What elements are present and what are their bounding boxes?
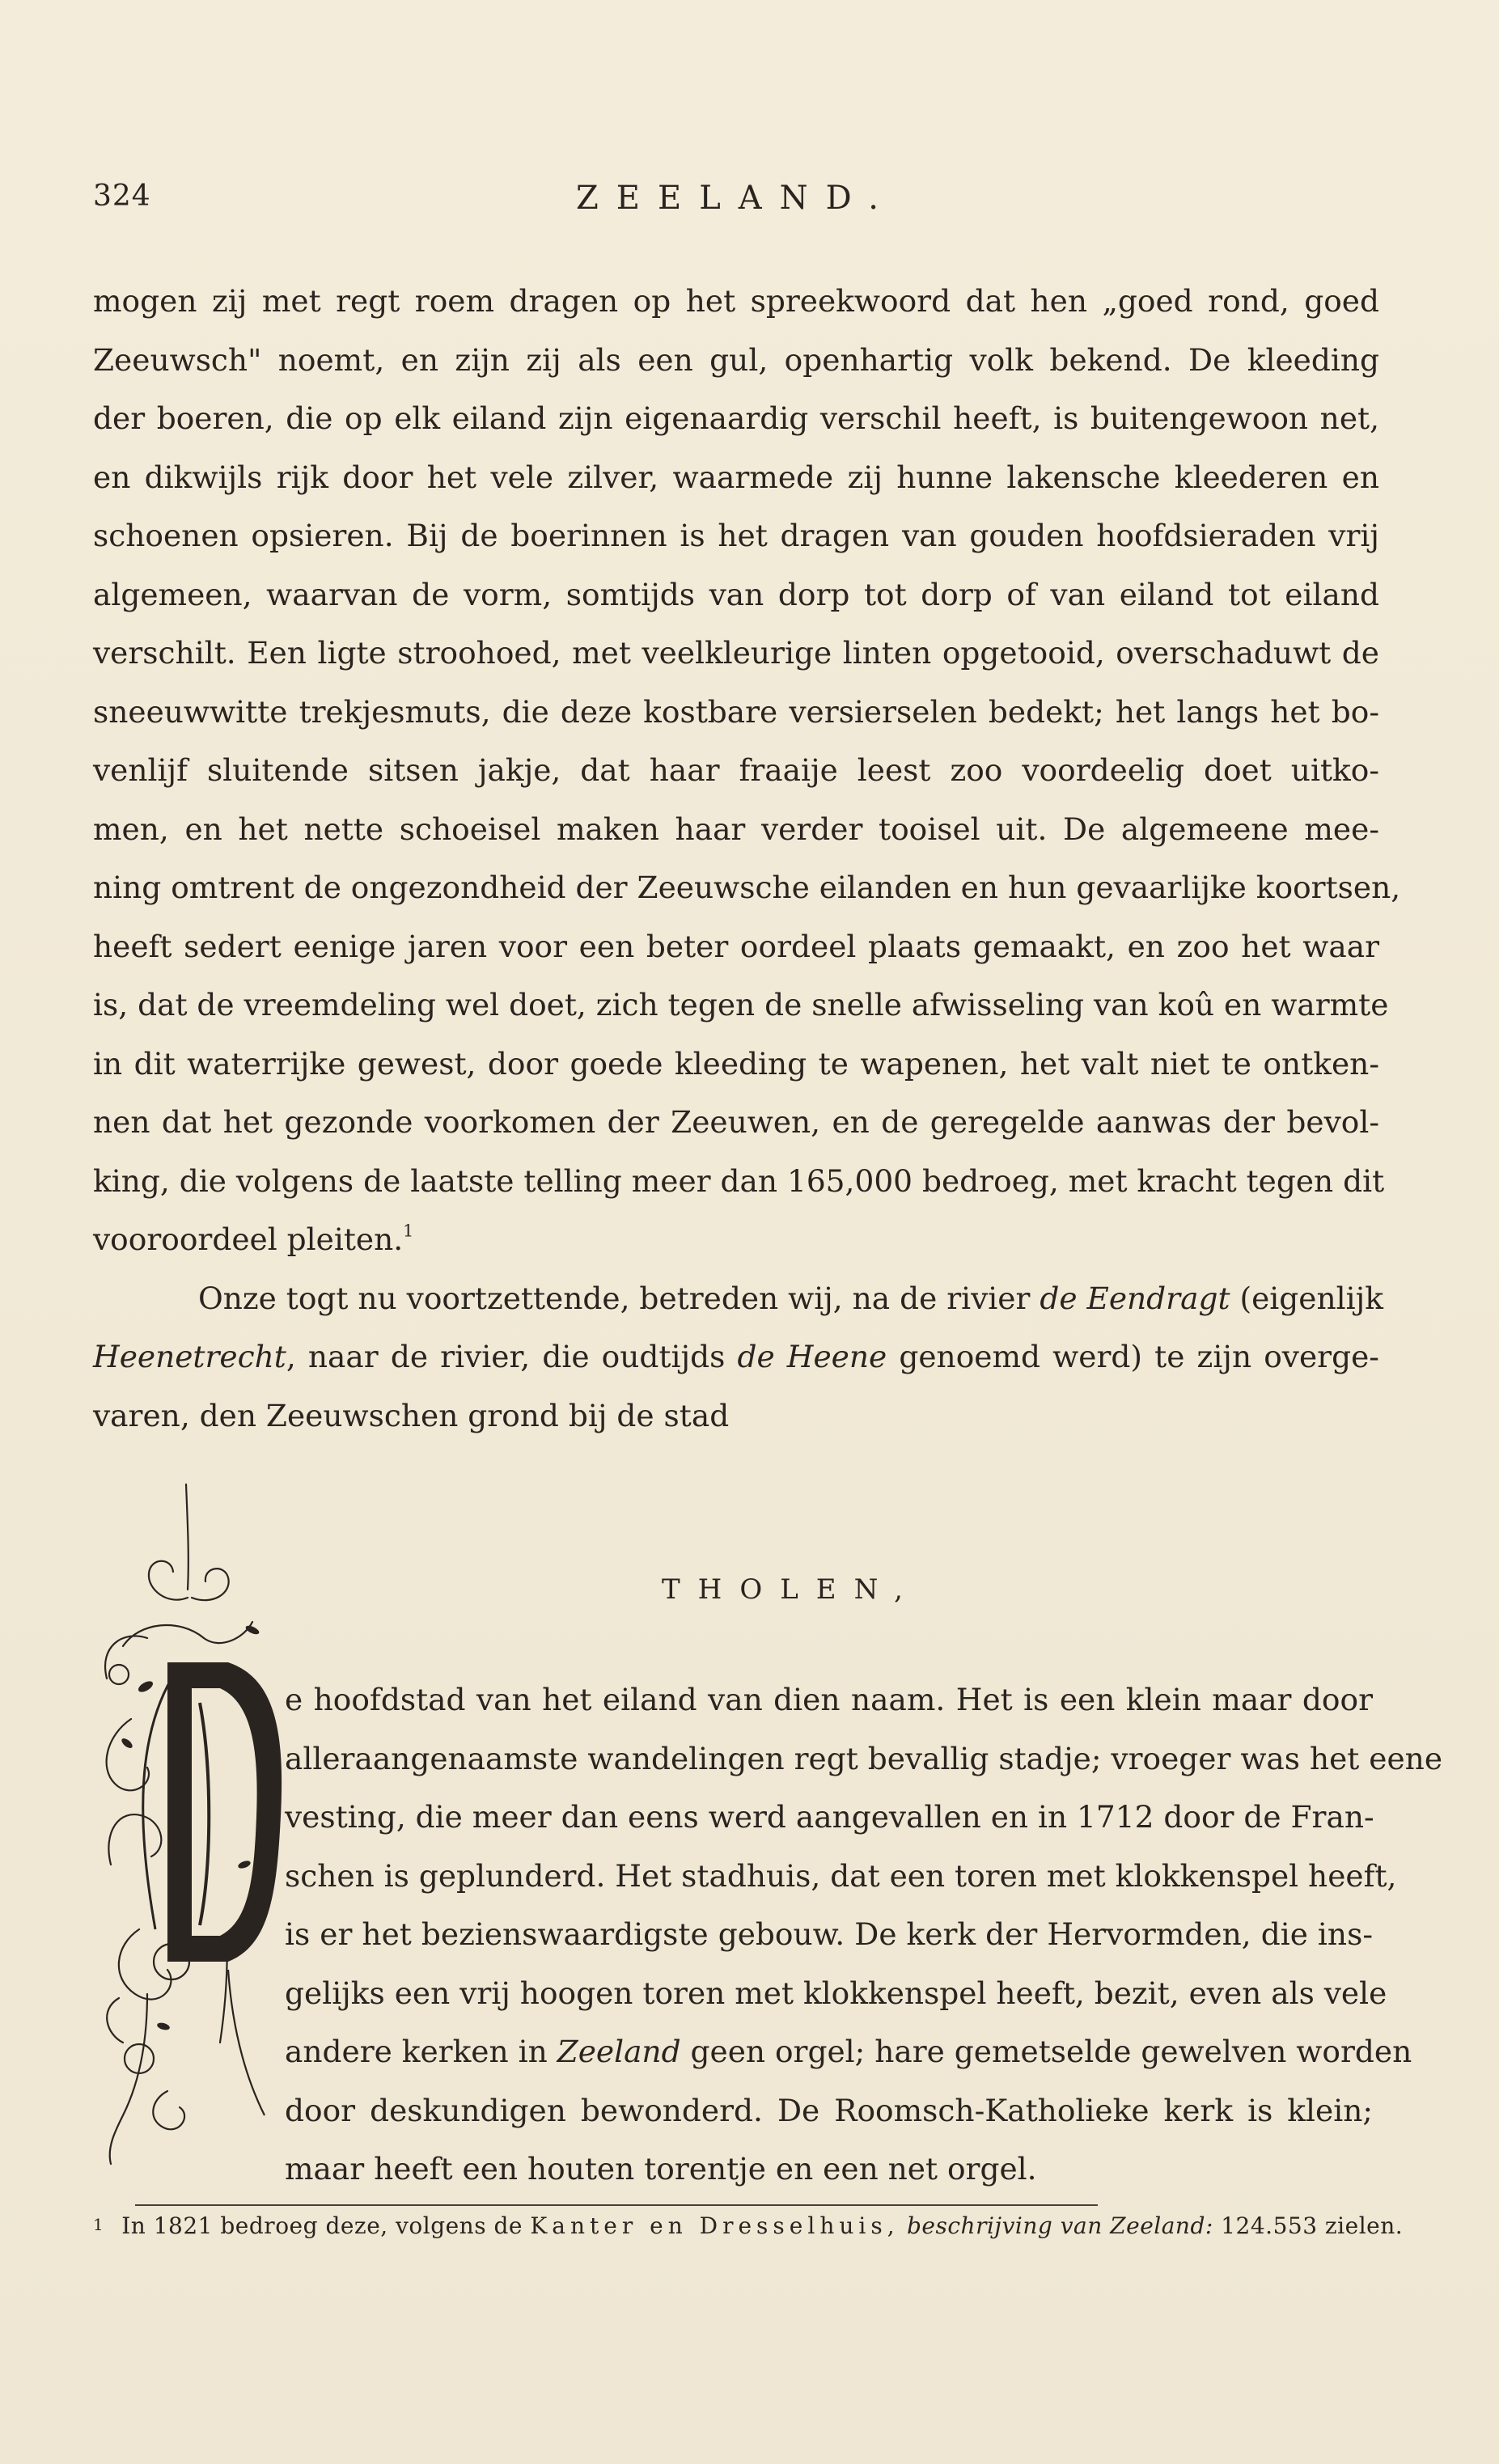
footnote-reference[interactable]: 1 [403, 1221, 414, 1241]
text-line: algemeen, waarvan de vorm, somtijds van dorp tot dorp of van eiland tot eiland [93, 576, 1379, 612]
text-fragment: genoemd werd) te zijn overge- [887, 1339, 1379, 1374]
text-line: verschilt. Een ligte stroohoed, met veelkleurige linten opgetooid, overschaduwt de [93, 635, 1379, 671]
river-name-italic: Heenetrecht [93, 1339, 286, 1374]
text-line: alleraangenaamste wandelingen regt bevallig stadje; vroeger was het eene [285, 1740, 1443, 1776]
text-line: door deskundigen bewonderd. De Roomsch-Katholieke kerk is klein; [285, 2092, 1373, 2128]
text-line: varen, den Zeeuwschen grond bij de stad [93, 1397, 730, 1433]
text-line [93, 1327, 1379, 1387]
text-fragment: geen orgel; hare gemetselde gewelven worden [680, 2034, 1412, 2069]
page-number: 324 [93, 180, 151, 213]
text-line: schen is geplunderd. Het stadhuis, dat een toren met klokkenspel heeft, [285, 1857, 1397, 1894]
text-line: nen dat het gezonde voorkomen der Zeeuwen, en de geregelde aanwas der bevol- [93, 1104, 1379, 1140]
text-line: maar heeft een houten torentje en een net orgel. [285, 2151, 1037, 2187]
place-name-italic: Zeeland [557, 2034, 681, 2069]
text-line: Zeeuwsch" noemt, en zijn zij als een gul, openhartig volk bekend. De kleeding [93, 341, 1379, 378]
text-fragment: , naar de rivier, die oudtijds [286, 1339, 738, 1374]
text-fragment: Onze togt nu voortzettende, betreden wij, na de rivier [198, 1280, 1040, 1316]
text-line: in dit waterrijke gewest, door goede kleeding te wapenen, het valt niet te ontken- [93, 1045, 1379, 1082]
text-line: schoenen opsieren. Bij de boerinnen is het dragen van gouden hoofdsieraden vrij [93, 518, 1379, 553]
text-line: ning omtrent de ongezondheid der Zeeuwsche eilanden en hun gevaarlijke koortsen, [93, 870, 1401, 905]
text-line: mogen zij met regt roem dragen op het spreekwoord dat hen „goed rond, goed [93, 283, 1379, 319]
text-line: venlijf sluitende sitsen jakje, dat haar fraaije leest zoo voordeelig doet uitko- [93, 752, 1379, 788]
text-fragment: (eigenlijk [1230, 1280, 1383, 1316]
text-line: vesting, die meer dan eens werd aangevallen en in 1712 door de Fran- [285, 1799, 1374, 1835]
footnote-text: In 1821 bedroeg deze, volgens de [121, 2212, 531, 2239]
text-line: en dikwijls rijk door het vele zilver, waarmede zij hunne lakensche kleederen en [93, 459, 1379, 495]
river-name-italic: de Eendragt [1040, 1280, 1230, 1316]
text-fragment: andere kerken in [285, 2034, 557, 2069]
text-line: e hoofdstad van het eiland van dien naam. Het is een klein maar door [285, 1682, 1373, 1717]
section-text [285, 1670, 1443, 2199]
footnote [93, 2208, 1404, 2242]
ornamental-initial-icon [91, 1476, 289, 2188]
river-name-italic: de Heene [737, 1339, 887, 1374]
section-heading: THOLEN, [662, 1573, 921, 1606]
footnote-authors: Kanter en Dresselhuis, [530, 2212, 900, 2239]
text-line: heeft sedert eenige jaren voor een beter oordeel plaats gemaakt, en zoo het waar [93, 928, 1379, 964]
footnote-title-italic: beschrijving van Zeeland: [899, 2212, 1213, 2239]
paragraph-start-line [93, 1269, 1383, 1328]
main-text [93, 272, 1401, 1445]
text-fragment: vooroordeel pleiten. [93, 1221, 404, 1257]
text-line: sneeuwwitte trekjesmuts, die deze kostbare versierselen bedekt; het langs het bo- [93, 693, 1379, 730]
decorated-initial [91, 1476, 289, 2188]
page-header [93, 180, 1379, 220]
text-line: is, dat de vreemdeling wel doet, zich tegen de snelle afwisseling van koû en warmte [93, 987, 1389, 1022]
text-line [285, 2022, 1412, 2081]
text-line: men, en het nette schoeisel maken haar verder tooisel uit. De algemeene mee- [93, 811, 1379, 847]
text-line [93, 1210, 1379, 1269]
text-line: king, die volgens de laatste telling meer dan 165,000 bedroeg, met kracht tegen dit [93, 1162, 1385, 1199]
footnote-text: 124.553 zielen. [1213, 2212, 1404, 2239]
footnote-divider [135, 2204, 1098, 2206]
running-title: ZEELAND. [576, 180, 896, 217]
text-line: der boeren, die op elk eiland zijn eigenaardig verschil heeft, is buitengewoon net, [93, 400, 1379, 436]
text-line: is er het bezienswaardigste gebouw. De kerk der Hervormden, die ins- [285, 1916, 1373, 1952]
text-line: gelijks een vrij hoogen toren met klokkenspel heeft, bezit, even als vele [285, 1975, 1387, 2011]
footnote-mark: 1 [93, 2215, 104, 2234]
